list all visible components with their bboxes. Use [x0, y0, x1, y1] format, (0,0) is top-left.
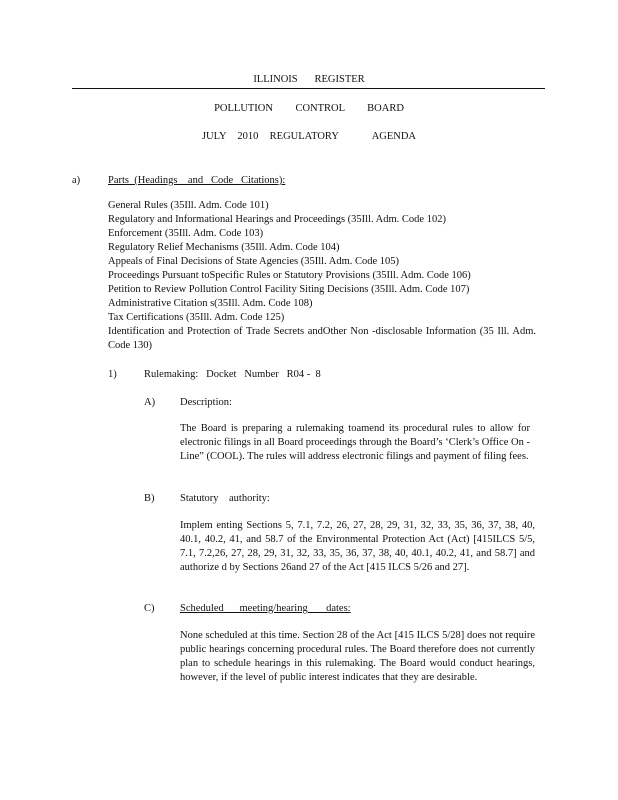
list-item: Enforcement (35Ill. Adm. Code 103) [108, 228, 264, 239]
list-item: Administrative Citation s(35Ill. Adm. Code 108) [108, 298, 313, 309]
scheduled-dates-text: None scheduled at this time. Section 28 of the Act [415 ILCS 5/28] does not require public hearings concerning procedural rules. The Board therefore does not currently plan to schedule hearings in this rulemaking. The Board would conduct hearings, however, if the level of public interest indicates that they are desirable. [180, 630, 535, 683]
subitem-b-marker: B) [144, 493, 155, 504]
header-agenda: JULY 2010 REGULATORY AGENDA [201, 131, 417, 142]
header-rule [72, 88, 545, 89]
description-label: Description: [180, 397, 232, 408]
list-item: Appeals of Final Decisions of State Agencies (35Ill. Adm. Code 105) [108, 256, 400, 267]
statutory-authority-text: Implem enting Sections 5, 7.1, 7.2, 26, 27, 28, 29, 31, 32, 33, 35, 36, 37, 38, 40, 40.1, 40.2, 41, and 58.7 of the Environmental Protection Act (Act) [415ILCS 5/5, 7.1, 7.2,26, 27, 28, 29, 31, 32, 33, 35, 36, 37, 38, 40, 40.1, 40.2, 41, and 58.7] and authorize d by Sections 26and 27 of the Act [415 ILCS 5/26 and 27]. [180, 520, 535, 573]
subitem-a-marker: A) [144, 397, 156, 408]
section-a-marker: a) [72, 175, 81, 186]
statutory-authority-label: Statutory authority: [180, 493, 270, 504]
list-item: Regulatory and Informational Hearings and Proceedings (35Ill. Adm. Code 102) [108, 214, 446, 225]
item-1-marker: 1) [108, 369, 117, 380]
section-a-heading: Parts (Headings and Code Citations): [108, 175, 286, 186]
description-text: The Board is preparing a rulemaking toamend its procedural rules to allow for electronic filings in all Board proceedings through the Board’s ‘Clerk’s Office On -Line” (COOL). The rules will address electronic filings and payment of filing fees. [180, 423, 530, 462]
list-item: Regulatory Relief Mechanisms (35Ill. Adm. Code 104) [108, 242, 340, 253]
header-register: ILLINOIS REGISTER [253, 74, 365, 85]
list-item: Proceedings Pursuant toSpecific Rules or Statutory Provisions (35Ill. Adm. Code 106) [108, 270, 471, 281]
subitem-c-marker: C) [144, 603, 155, 614]
list-item: Petition to Review Pollution Control Facility Siting Decisions (35Ill. Adm. Code 107) [108, 284, 470, 295]
list-item: Identification and Protection of Trade Secrets andOther Non -disclosable Information (35 Ill. Adm. Code 130) [108, 326, 536, 351]
parts-list [108, 199, 536, 353]
list-item: Tax Certifications (35Ill. Adm. Code 125) [108, 312, 285, 323]
item-1-title: Rulemaking: Docket Number R04 - 8 [144, 369, 321, 380]
header-board: POLLUTION CONTROL BOARD [214, 103, 404, 114]
list-item: General Rules (35Ill. Adm. Code 101) [108, 200, 269, 211]
scheduled-dates-label: Scheduled meeting/hearing dates: [180, 603, 351, 614]
